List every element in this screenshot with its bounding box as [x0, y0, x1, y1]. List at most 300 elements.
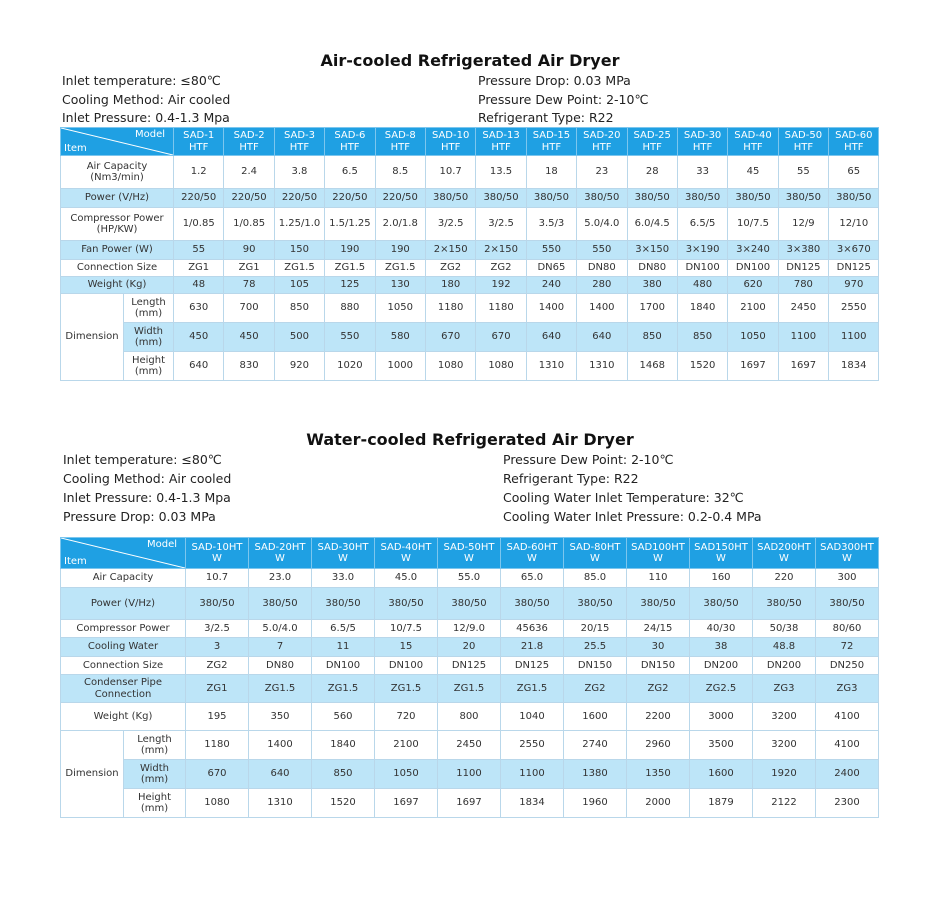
dimension-sub-label-cell — [124, 731, 186, 760]
value-cell: 24/15 — [627, 620, 690, 638]
value-cell: 13.5 — [476, 156, 526, 189]
value-cell: 550 — [526, 241, 576, 260]
value-cell: 20 — [438, 638, 501, 657]
value-cell: 380/50 — [425, 189, 475, 208]
value-cell: ZG2 — [476, 260, 526, 277]
dimension-sub-label-line: Height — [137, 791, 172, 803]
value-cell: 560 — [312, 703, 375, 731]
value-cell: 800 — [438, 703, 501, 731]
value-cell: 12/9.0 — [438, 620, 501, 638]
value-cell: 3200 — [753, 731, 816, 760]
table-row — [61, 657, 879, 675]
value-cell: 640 — [577, 323, 627, 352]
value-cell: 380/50 — [577, 189, 627, 208]
model-name: SAD-6 — [334, 130, 366, 141]
model-suffix: HTF — [541, 141, 562, 153]
value-cell: DN150 — [564, 657, 627, 675]
model-header-cell — [816, 538, 879, 569]
value-cell: 1840 — [677, 294, 727, 323]
model-name: SAD150HT — [694, 541, 748, 553]
value-cell: 23 — [577, 156, 627, 189]
value-cell: 220/50 — [325, 189, 375, 208]
dimension-row — [61, 294, 879, 323]
table-row — [61, 620, 879, 638]
dimension-label-cell: Dimension — [61, 294, 124, 381]
model-header-cell — [690, 538, 753, 569]
value-cell: 5.0/4.0 — [577, 208, 627, 241]
value-cell: 780 — [778, 277, 828, 294]
model-name: SAD-15 — [532, 130, 571, 141]
header-corner-cell — [61, 538, 186, 569]
value-cell: 640 — [174, 352, 224, 381]
dimension-row — [61, 323, 879, 352]
value-cell: 380/50 — [476, 189, 526, 208]
value-cell: 380/50 — [249, 588, 312, 620]
value-cell: ZG1 — [224, 260, 274, 277]
value-cell: 480 — [677, 277, 727, 294]
model-header-cell — [476, 128, 526, 156]
value-cell: 3×380 — [778, 241, 828, 260]
value-cell: ZG1.5 — [249, 675, 312, 703]
value-cell: DN150 — [627, 657, 690, 675]
row-label-line: Weight (Kg) — [93, 710, 153, 722]
value-cell: 12/9 — [778, 208, 828, 241]
row-label-line: (HP/KW) — [96, 224, 138, 235]
value-cell: 3000 — [690, 703, 753, 731]
model-header-cell — [224, 128, 274, 156]
model-header-cell — [627, 128, 677, 156]
table-row — [61, 588, 879, 620]
row-label-cell — [61, 588, 186, 620]
model-suffix: HTF — [642, 141, 662, 153]
value-cell: 50/38 — [753, 620, 816, 638]
water-spec-cooling-water-temperature: Cooling Water Inlet Temperature: 32℃ — [503, 490, 744, 505]
water-spec-refrigerant: Refrigerant Type: R22 — [503, 471, 639, 486]
value-cell: 220 — [753, 569, 816, 588]
value-cell: 850 — [627, 323, 677, 352]
value-cell: 1100 — [829, 323, 879, 352]
value-cell: 3×670 — [829, 241, 879, 260]
value-cell: 670 — [476, 323, 526, 352]
value-cell: 1180 — [425, 294, 475, 323]
table-row — [61, 703, 879, 731]
row-label-line: (Nm3/min) — [90, 172, 144, 183]
value-cell: 2740 — [564, 731, 627, 760]
row-label-line: Connection Size — [82, 659, 164, 671]
value-cell: 3×240 — [728, 241, 778, 260]
air-spec-pressure-drop: Pressure Drop: 0.03 MPa — [478, 73, 631, 88]
value-cell: 3.5/3 — [526, 208, 576, 241]
model-name: SAD-50HT — [443, 541, 495, 553]
value-cell: 380 — [627, 277, 677, 294]
model-header-cell — [829, 128, 879, 156]
value-cell: 620 — [728, 277, 778, 294]
dimension-sub-label-line: Length — [131, 296, 166, 308]
value-cell: 5.0/4.0 — [249, 620, 312, 638]
model-name: SAD-20HT — [254, 541, 306, 553]
model-name: SAD-1 — [183, 130, 215, 141]
value-cell: DN80 — [577, 260, 627, 277]
model-name: SAD-30 — [683, 130, 722, 141]
value-cell: 33.0 — [312, 569, 375, 588]
model-suffix: W — [590, 553, 600, 564]
value-cell: 45.0 — [375, 569, 438, 588]
header-model-label: Model — [146, 539, 177, 550]
value-cell: 80/60 — [816, 620, 879, 638]
value-cell: 45 — [728, 156, 778, 189]
value-cell: 30 — [627, 638, 690, 657]
model-name: SAD100HT — [631, 541, 685, 553]
value-cell: 48 — [174, 277, 224, 294]
value-cell: 10.7 — [425, 156, 475, 189]
value-cell: ZG1.5 — [375, 260, 425, 277]
value-cell: 630 — [174, 294, 224, 323]
model-suffix: HTF — [289, 141, 310, 153]
value-cell: 1080 — [425, 352, 475, 381]
value-cell: 10/7.5 — [375, 620, 438, 638]
value-cell: 3 — [186, 638, 249, 657]
model-suffix: HTF — [692, 141, 713, 153]
air-spec-inlet-temperature: Inlet temperature: ≤80℃ — [62, 73, 221, 88]
value-cell: ZG1 — [174, 260, 224, 277]
water-cooled-title: Water-cooled Refrigerated Air Dryer — [306, 430, 634, 449]
model-header-cell — [753, 538, 816, 569]
value-cell: 380/50 — [526, 189, 576, 208]
table-row — [61, 241, 879, 260]
value-cell: ZG1.5 — [375, 675, 438, 703]
value-cell: 1310 — [249, 789, 312, 818]
value-cell: 1310 — [577, 352, 627, 381]
value-cell: 28 — [627, 156, 677, 189]
row-label-line: Air Capacity — [86, 160, 148, 172]
model-name: SAD-10 — [431, 130, 470, 141]
table-row — [61, 675, 879, 703]
dimension-sub-label-line: Width — [139, 762, 170, 774]
value-cell: 880 — [325, 294, 375, 323]
value-cell: 1350 — [627, 760, 690, 789]
water-spec-pressure-drop: Pressure Drop: 0.03 MPa — [63, 509, 216, 524]
value-cell: 1697 — [728, 352, 778, 381]
row-label-cell — [61, 657, 186, 675]
water-cooled-spec-table — [60, 537, 879, 818]
value-cell: 550 — [577, 241, 627, 260]
value-cell: ZG2 — [564, 675, 627, 703]
value-cell: ZG3 — [816, 675, 879, 703]
value-cell: ZG2 — [627, 675, 690, 703]
model-name: SAD-8 — [384, 130, 416, 141]
value-cell: 38 — [690, 638, 753, 657]
value-cell: 2×150 — [476, 241, 526, 260]
value-cell: ZG1.5 — [312, 675, 375, 703]
value-cell: 110 — [627, 569, 690, 588]
value-cell: DN200 — [753, 657, 816, 675]
model-name: SAD-10HT — [191, 541, 243, 553]
model-name: SAD-2 — [233, 130, 265, 141]
row-label-line: Compressor Power — [70, 212, 164, 224]
header-row — [61, 128, 879, 156]
value-cell: 10.7 — [186, 569, 249, 588]
value-cell: 3/2.5 — [186, 620, 249, 638]
value-cell: 2.0/1.8 — [375, 208, 425, 241]
table-row — [61, 260, 879, 277]
value-cell: 1400 — [526, 294, 576, 323]
model-header-cell — [312, 538, 375, 569]
value-cell: 2000 — [627, 789, 690, 818]
row-label-line: Condenser Pipe — [83, 677, 163, 688]
water-spec-dew-point: Pressure Dew Point: 2-10℃ — [503, 452, 674, 467]
value-cell: 2300 — [816, 789, 879, 818]
value-cell: 1879 — [690, 789, 753, 818]
value-cell: 3/2.5 — [476, 208, 526, 241]
value-cell: 280 — [577, 277, 627, 294]
model-header-cell — [526, 128, 576, 156]
table-row — [61, 189, 879, 208]
dimension-sub-label-line: (mm) — [134, 308, 163, 319]
value-cell: 40/30 — [690, 620, 753, 638]
value-cell: 700 — [224, 294, 274, 323]
value-cell: 3.8 — [274, 156, 324, 189]
value-cell: ZG1.5 — [501, 675, 564, 703]
value-cell: 1697 — [778, 352, 828, 381]
model-suffix: HTF — [592, 141, 612, 153]
row-label-line: Connection Size — [76, 262, 158, 274]
value-cell: 1834 — [829, 352, 879, 381]
value-cell: ZG2 — [186, 657, 249, 675]
model-header-cell — [627, 538, 690, 569]
row-label-cell — [61, 277, 174, 294]
row-label-cell — [61, 638, 186, 657]
value-cell: 105 — [274, 277, 324, 294]
dimension-label-cell: Dimension — [61, 731, 124, 818]
value-cell: 850 — [274, 294, 324, 323]
value-cell: 20/15 — [564, 620, 627, 638]
value-cell: 550 — [325, 323, 375, 352]
model-name: SAD-50 — [784, 130, 823, 141]
value-cell: DN125 — [829, 260, 879, 277]
model-header-cell — [186, 538, 249, 569]
row-label-line: Cooling Water — [87, 641, 159, 653]
model-name: SAD-13 — [482, 130, 520, 141]
model-header-cell — [564, 538, 627, 569]
value-cell: 21.8 — [501, 638, 564, 657]
model-header-cell — [677, 128, 727, 156]
value-cell: 1520 — [677, 352, 727, 381]
model-header-cell — [375, 128, 425, 156]
value-cell: 220/50 — [174, 189, 224, 208]
model-suffix: W — [527, 553, 537, 564]
header-corner-cell — [61, 128, 174, 156]
value-cell: 240 — [526, 277, 576, 294]
value-cell: ZG1.5 — [274, 260, 324, 277]
value-cell: 72 — [816, 638, 879, 657]
row-label-cell — [61, 703, 186, 731]
value-cell: 6.5/5 — [677, 208, 727, 241]
value-cell: DN100 — [677, 260, 727, 277]
model-suffix: HTF — [189, 141, 209, 153]
value-cell: 850 — [312, 760, 375, 789]
model-name: SAD-40 — [734, 130, 772, 141]
value-cell: 1380 — [564, 760, 627, 789]
table-row — [61, 208, 879, 241]
value-cell: 2100 — [375, 731, 438, 760]
value-cell: 1050 — [375, 294, 425, 323]
value-cell: 380/50 — [627, 189, 677, 208]
value-cell: 150 — [274, 241, 324, 260]
dimension-sub-label-line: (mm) — [140, 803, 169, 814]
dimension-sub-label-line: (mm) — [140, 774, 169, 785]
value-cell: 10/7.5 — [728, 208, 778, 241]
value-cell: 8.5 — [375, 156, 425, 189]
value-cell: 55.0 — [438, 569, 501, 588]
value-cell: 1020 — [325, 352, 375, 381]
value-cell: 350 — [249, 703, 312, 731]
value-cell: 380/50 — [501, 588, 564, 620]
value-cell: 6.5/5 — [312, 620, 375, 638]
value-cell: ZG1.5 — [438, 675, 501, 703]
value-cell: 7 — [249, 638, 312, 657]
row-label-line: Compressor Power — [76, 622, 170, 634]
value-cell: DN125 — [501, 657, 564, 675]
value-cell: 850 — [677, 323, 727, 352]
value-cell: DN80 — [249, 657, 312, 675]
value-cell: 1840 — [312, 731, 375, 760]
model-header-cell — [501, 538, 564, 569]
model-name: SAD200HT — [757, 541, 811, 553]
value-cell: ZG2 — [425, 260, 475, 277]
value-cell: 4100 — [816, 731, 879, 760]
value-cell: 1834 — [501, 789, 564, 818]
dimension-sub-label-cell — [124, 323, 174, 352]
value-cell: 1100 — [501, 760, 564, 789]
row-label-cell — [61, 241, 174, 260]
water-spec-cooling-method: Cooling Method: Air cooled — [63, 471, 232, 486]
value-cell: 130 — [375, 277, 425, 294]
model-header-cell — [174, 128, 224, 156]
value-cell: 1600 — [564, 703, 627, 731]
model-suffix: HTF — [743, 141, 763, 153]
value-cell: 3×150 — [627, 241, 677, 260]
model-header-cell — [425, 128, 475, 156]
air-cooled-title: Air-cooled Refrigerated Air Dryer — [320, 51, 620, 70]
value-cell: 1180 — [476, 294, 526, 323]
value-cell: 1080 — [476, 352, 526, 381]
row-label-cell — [61, 569, 186, 588]
model-suffix: HTF — [793, 141, 814, 153]
value-cell: 1/0.85 — [174, 208, 224, 241]
value-cell: 192 — [476, 277, 526, 294]
dimension-row — [61, 352, 879, 381]
value-cell: 920 — [274, 352, 324, 381]
model-name: SAD-25 — [633, 130, 671, 141]
value-cell: 220/50 — [224, 189, 274, 208]
value-cell: 45636 — [501, 620, 564, 638]
value-cell: DN80 — [627, 260, 677, 277]
dimension-row — [61, 760, 879, 789]
model-header-cell — [249, 538, 312, 569]
value-cell: 1050 — [375, 760, 438, 789]
table-row — [61, 569, 879, 588]
model-header-cell — [577, 128, 627, 156]
value-cell: 3500 — [690, 731, 753, 760]
air-spec-refrigerant: Refrigerant Type: R22 — [478, 110, 614, 125]
row-label-line: Air Capacity — [92, 572, 154, 584]
value-cell: 2400 — [816, 760, 879, 789]
value-cell: 2450 — [778, 294, 828, 323]
value-cell: 380/50 — [186, 588, 249, 620]
value-cell: 380/50 — [816, 588, 879, 620]
value-cell: 1.2 — [174, 156, 224, 189]
value-cell: 2122 — [753, 789, 816, 818]
model-header-cell — [325, 128, 375, 156]
value-cell: 1520 — [312, 789, 375, 818]
row-label-cell — [61, 675, 186, 703]
value-cell: 380/50 — [564, 588, 627, 620]
value-cell: 3200 — [753, 703, 816, 731]
value-cell: 220/50 — [274, 189, 324, 208]
value-cell: 6.0/4.5 — [627, 208, 677, 241]
air-spec-cooling-method: Cooling Method: Air cooled — [62, 92, 231, 107]
model-name: SAD-3 — [283, 130, 315, 141]
model-header-cell — [438, 538, 501, 569]
value-cell: 1400 — [577, 294, 627, 323]
model-name: SAD-60HT — [506, 541, 558, 553]
value-cell: 1/0.85 — [224, 208, 274, 241]
value-cell: 720 — [375, 703, 438, 731]
value-cell: 640 — [249, 760, 312, 789]
value-cell: 1000 — [375, 352, 425, 381]
value-cell: 2200 — [627, 703, 690, 731]
value-cell: 1100 — [778, 323, 828, 352]
dimension-sub-label-line: Width — [133, 325, 164, 337]
value-cell: 1310 — [526, 352, 576, 381]
value-cell: DN100 — [312, 657, 375, 675]
model-suffix: W — [212, 553, 222, 564]
model-name: SAD300HT — [820, 541, 874, 553]
table-row — [61, 156, 879, 189]
value-cell: 180 — [425, 277, 475, 294]
value-cell: 25.5 — [564, 638, 627, 657]
value-cell: 1697 — [375, 789, 438, 818]
value-cell: 1.25/1.0 — [274, 208, 324, 241]
value-cell: DN100 — [375, 657, 438, 675]
model-suffix: W — [842, 553, 852, 564]
water-spec-cooling-water-pressure: Cooling Water Inlet Pressure: 0.2-0.4 MPa — [503, 509, 762, 524]
model-name: SAD-20 — [583, 130, 621, 141]
value-cell: 15 — [375, 638, 438, 657]
value-cell: 65.0 — [501, 569, 564, 588]
dimension-sub-label-cell — [124, 789, 186, 818]
model-suffix: W — [779, 553, 789, 564]
air-cooled-spec-table — [60, 127, 879, 381]
value-cell: 18 — [526, 156, 576, 189]
value-cell: 380/50 — [677, 189, 727, 208]
value-cell: 380/50 — [829, 189, 879, 208]
air-spec-dew-point: Pressure Dew Point: 2-10℃ — [478, 92, 649, 107]
value-cell: 1.5/1.25 — [325, 208, 375, 241]
value-cell: 670 — [425, 323, 475, 352]
dimension-sub-label-cell — [124, 352, 174, 381]
value-cell: 2550 — [501, 731, 564, 760]
header-item-label: Item — [64, 555, 87, 567]
row-label-line: Weight (Kg) — [87, 279, 147, 291]
model-name: SAD-40HT — [380, 541, 432, 553]
value-cell: 380/50 — [728, 189, 778, 208]
value-cell: 300 — [816, 569, 879, 588]
value-cell: 500 — [274, 323, 324, 352]
value-cell: DN250 — [816, 657, 879, 675]
row-label-line: Fan Power (W) — [81, 244, 153, 256]
value-cell: ZG3 — [753, 675, 816, 703]
